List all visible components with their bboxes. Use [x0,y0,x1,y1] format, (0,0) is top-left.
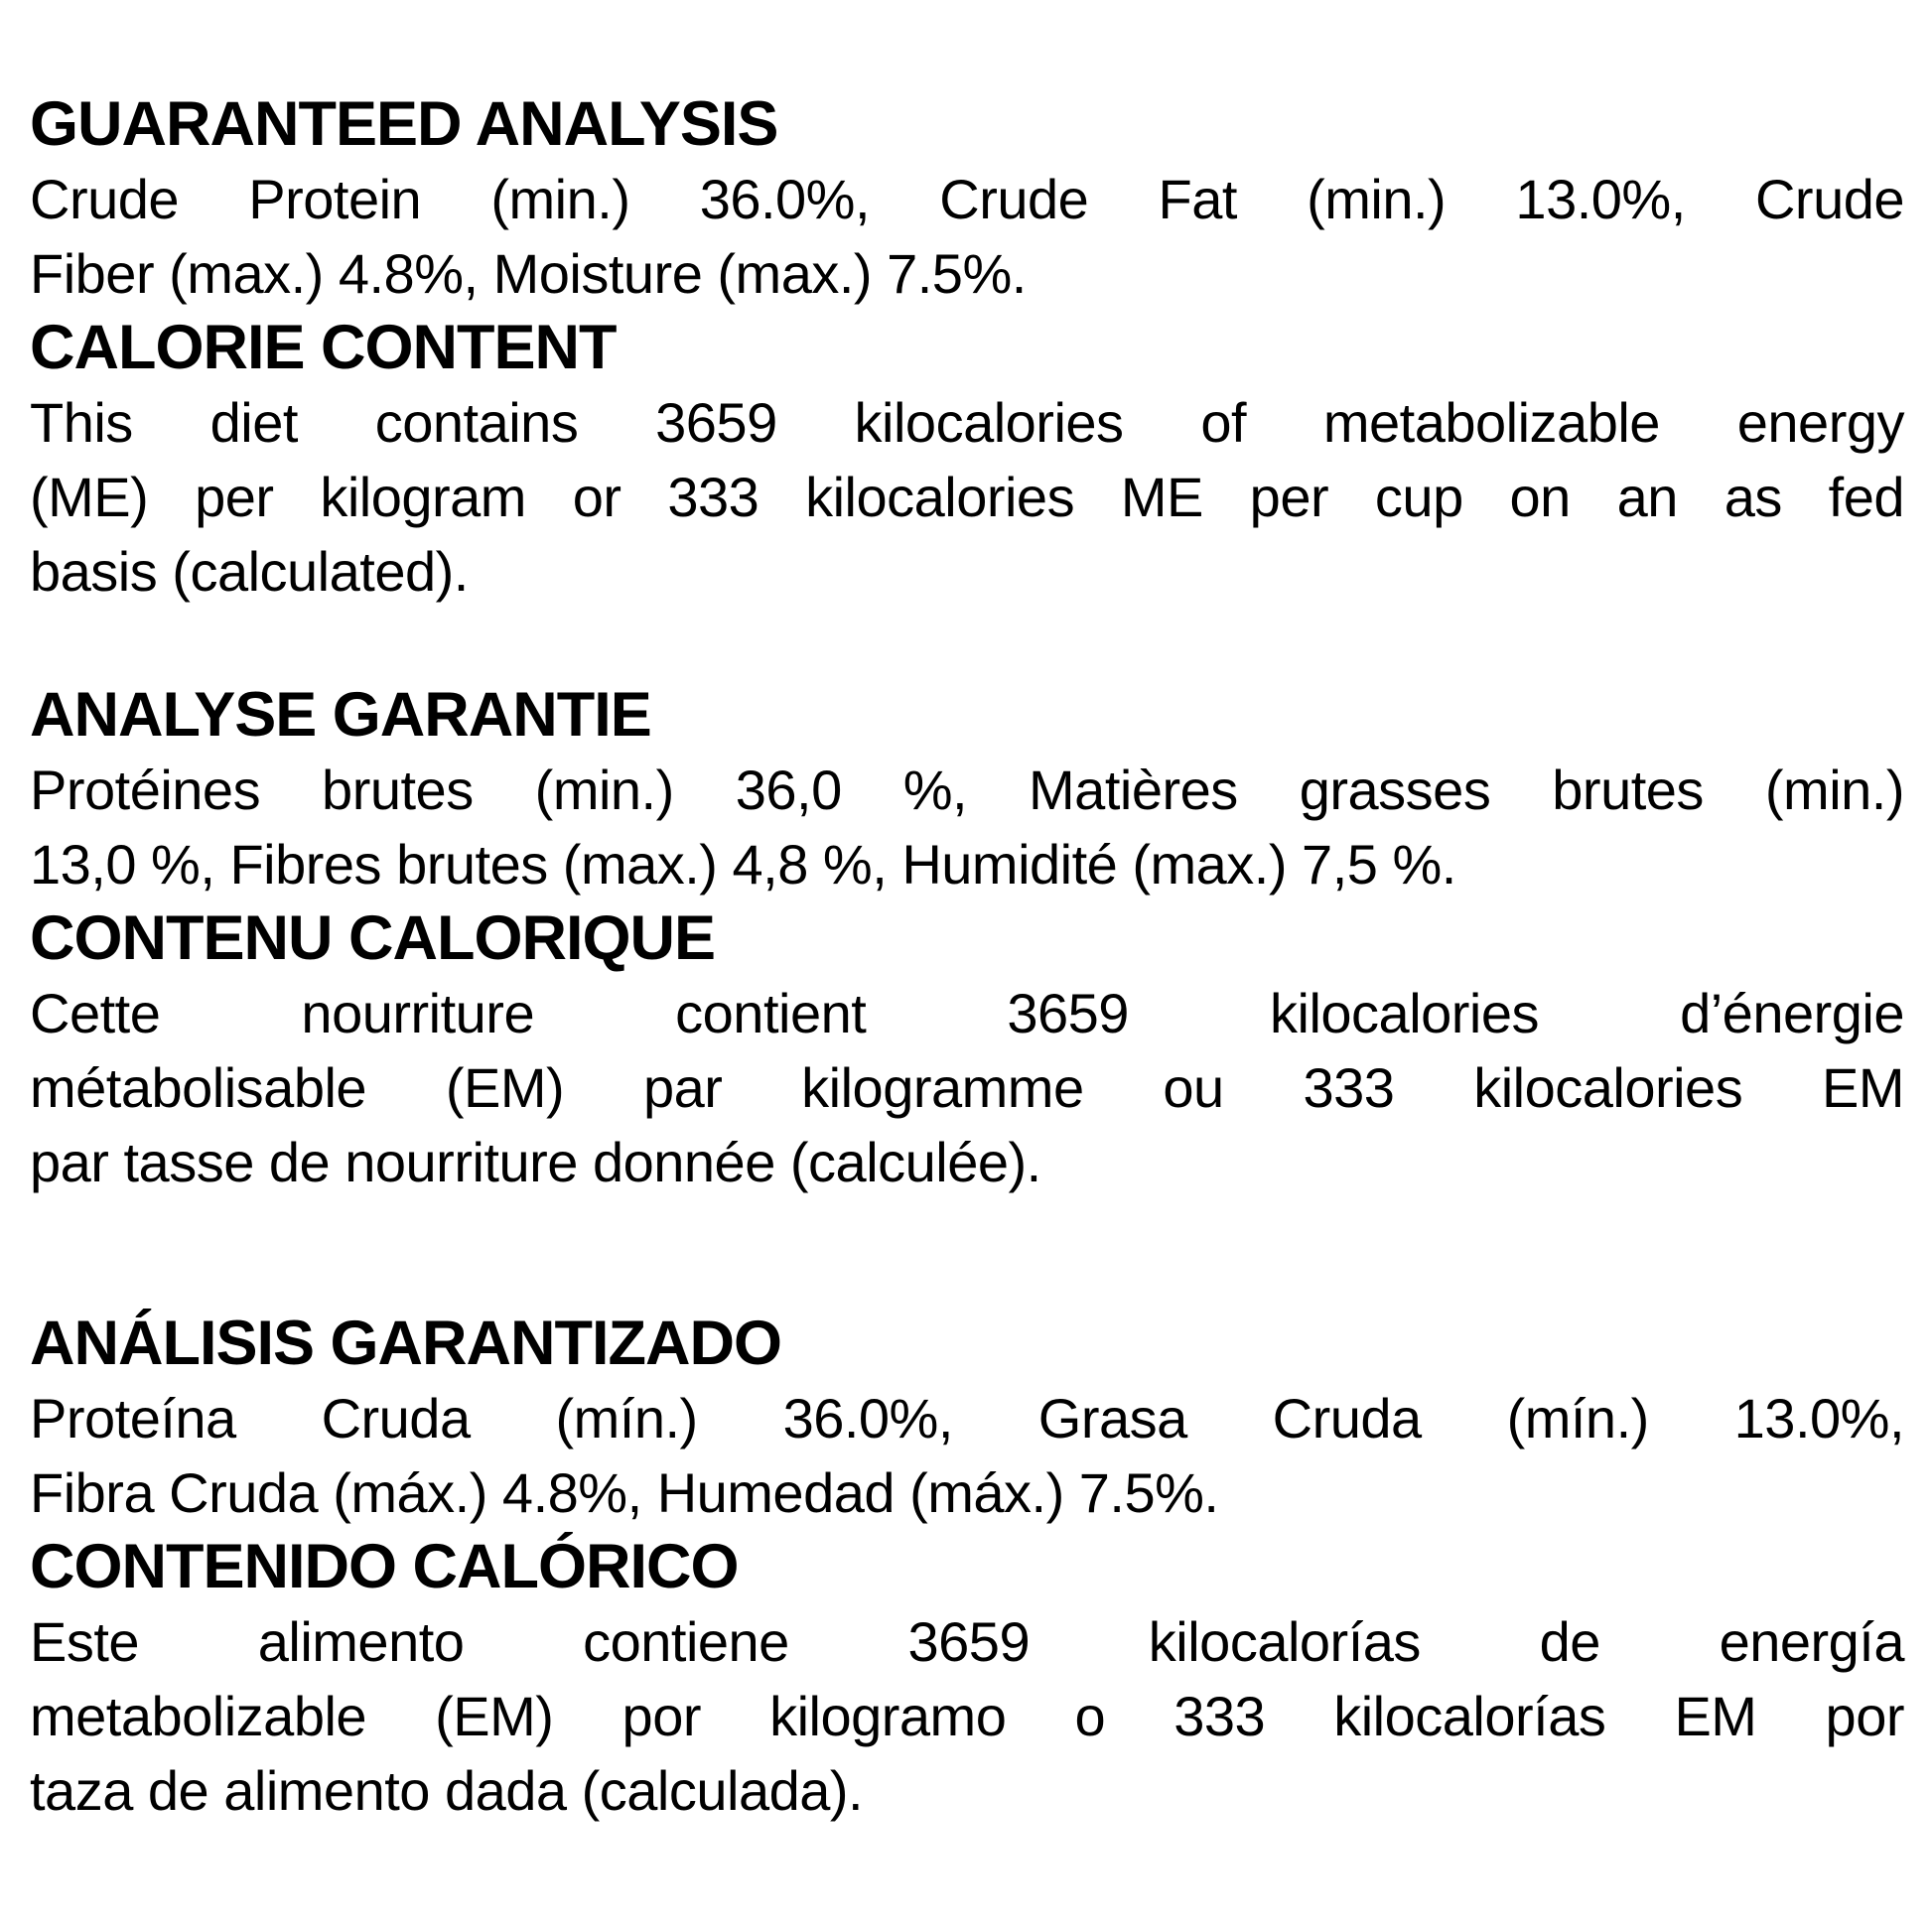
section-english [30,87,1904,609]
text-line: basis (calculated). [30,540,469,603]
text-line: Cette nourriture contient 3659 kilocalories d’énergie [30,982,1904,1044]
text-line: metabolizable (EM) por kilogramo o 333 kilocalorías EM por [30,1685,1904,1747]
contenu-calorique-heading: CONTENU CALORIQUE [30,903,715,973]
text-line: Crude Protein (min.) 36.0%, Crude Fat (min.) 13.0%, Crude [30,168,1904,230]
analisis-garantizado-text [30,1381,1904,1530]
text-line: This diet contains 3659 kilocalories of metabolizable energy [30,391,1904,454]
text-line: Este alimento contiene 3659 kilocalorías de energía [30,1610,1904,1673]
text-line: Proteína Cruda (mín.) 36.0%, Grasa Cruda (mín.) 13.0%, [30,1387,1904,1449]
text-line: (ME) per kilogram or 333 kilocalories ME per cup on an as fed [30,466,1904,528]
text-line: par tasse de nourriture donnée (calculée). [30,1131,1041,1193]
section-spanish [30,1307,1904,1828]
analyse-garantie-text [30,753,1904,901]
analisis-garantizado-heading: ANÁLISIS GARANTIZADO [30,1309,781,1378]
calorie-content-text [30,385,1904,609]
contenido-calorico-heading: CONTENIDO CALÓRICO [30,1532,739,1601]
text-line: métabolisable (EM) par kilogramme ou 333 kilocalories EM [30,1056,1904,1119]
contenido-calorico-text [30,1604,1904,1828]
analyse-garantie-heading: ANALYSE GARANTIE [30,680,651,750]
guaranteed-analysis-text [30,162,1904,311]
guaranteed-analysis-heading: GUARANTEED ANALYSIS [30,89,778,159]
section-french [30,678,1904,1199]
text-line: 13,0 %, Fibres brutes (max.) 4,8 %, Humidité (max.) 7,5 %. [30,833,1456,896]
calorie-content-heading: CALORIE CONTENT [30,313,617,382]
text-line: Fibra Cruda (máx.) 4.8%, Humedad (máx.) 7.5%. [30,1461,1219,1524]
text-line: Protéines brutes (min.) 36,0 %, Matières grasses brutes (min.) [30,759,1904,821]
contenu-calorique-text [30,976,1904,1199]
text-line: taza de alimento dada (calculada). [30,1759,864,1822]
text-line: Fiber (max.) 4.8%, Moisture (max.) 7.5%. [30,242,1027,305]
